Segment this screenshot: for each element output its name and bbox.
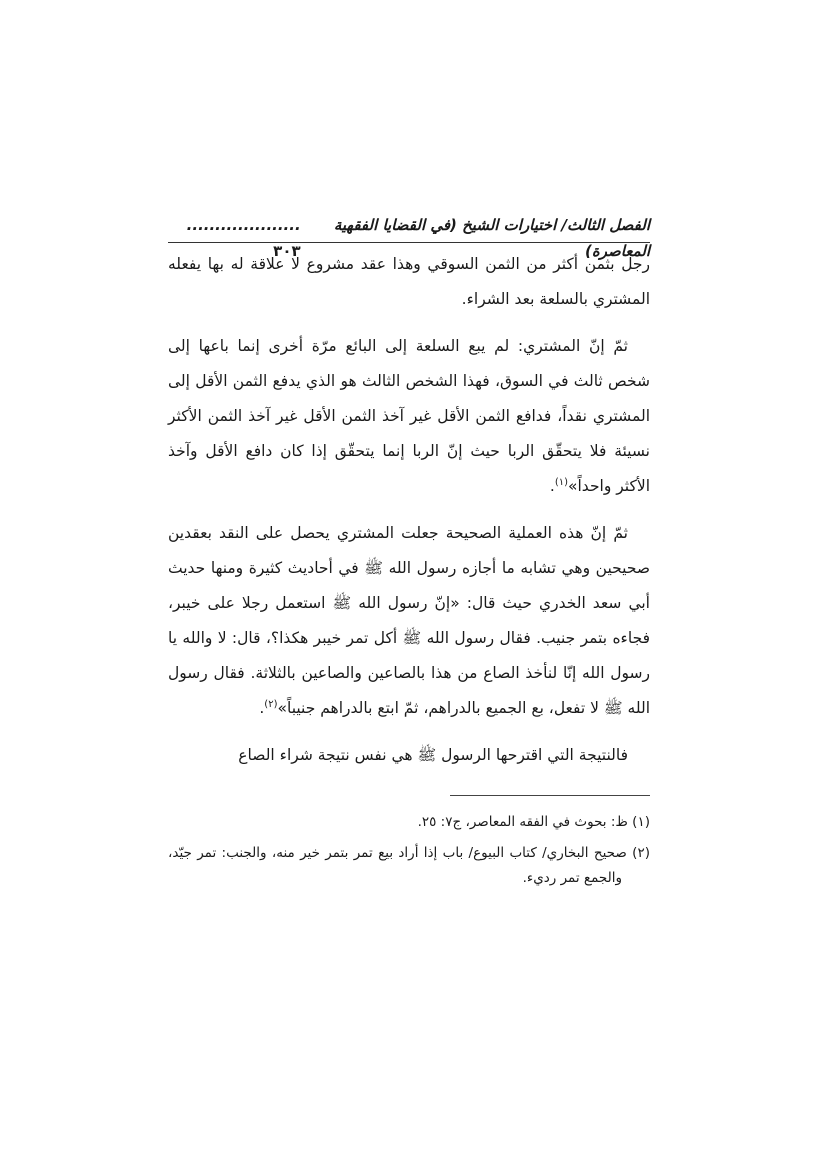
paragraph-3-text: ثمّ إنّ هذه العملية الصحيحة جعلت المشتري يحصل على النقد بعقدين صحيحين وهي تشابه ما أجازه رسول الله ﷺ في أحاديث كثيرة ومنها حديث أبي سعد الخدري حيث قال: «إنّ رسول الله ﷺ استعمل رجلا على خيبر، فجاءه بتمر جنيب. فقال رسول الله ﷺ أكل تمر خيبر هكذا؟، قال: لا والله يا رسول الله إنّا لنأخذ الصاع من هذا بالصاعين والصاعين بالثلاثة. فقال رسول الله ﷺ لا تفعل، بع الجميع بالدراهم، ثمّ ابتع بالدراهم جنيباً»	[168, 524, 650, 717]
leader-dots: ....................	[186, 216, 301, 234]
footnote-separator	[450, 795, 650, 796]
running-header	[168, 212, 650, 260]
paragraph-1: رجل بثمن أكثر من الثمن السوقي وهذا عقد مشروع لا علاقة له بها يفعله المشتري بالسلعة بعد الشراء.	[168, 255, 650, 308]
paragraph-2-text: ثمّ إنّ المشتري: لم يبع السلعة إلى البائع مرّة أخرى إنما باعها إلى شخص ثالث في السوق، فهذا الشخص الثالث هو الذي يدفع الثمن الأقل إلى المشتري نقداً، فدافع الثمن الأقل غير آخذ الثمن الأقل غير آخذ الثمن الأكثر نسيئة فلا يتحقّق الربا حيث إنّ الربا إنما يتحقّق إذا كان دافع الأقل وآخذ الأكثر واحداً»	[168, 337, 650, 495]
paragraph-3-end: .	[259, 699, 265, 717]
footnote-ref-2[interactable]: (٢)	[264, 698, 278, 710]
paragraph-3	[168, 516, 650, 726]
page-number: ٣٠٣	[273, 242, 301, 260]
footnote-2: (٢) صحيح البخاري/ كتاب البيوع/ باب إذا أراد بيع تمر بتمر خير منه، والجنب: تمر جيّد، والجمع تمر رديء.	[168, 845, 650, 886]
paragraph-2	[168, 329, 650, 504]
paragraph-4: فالنتيجة التي اقترحها الرسول ﷺ هي نفس نتيجة شراء الصاع	[238, 746, 628, 764]
footnote-ref-1[interactable]: (١)	[554, 476, 569, 488]
footnote-1: (١) ظ: بحوث في الفقه المعاصر، ج٧: ٢٥.	[417, 814, 650, 830]
document-page	[168, 212, 650, 897]
paragraph-2-end: .	[549, 477, 555, 495]
chapter-title: الفصل الثالث/ اختيارات الشيخ (في القضايا الفقهية المعاصرة)	[333, 216, 650, 260]
